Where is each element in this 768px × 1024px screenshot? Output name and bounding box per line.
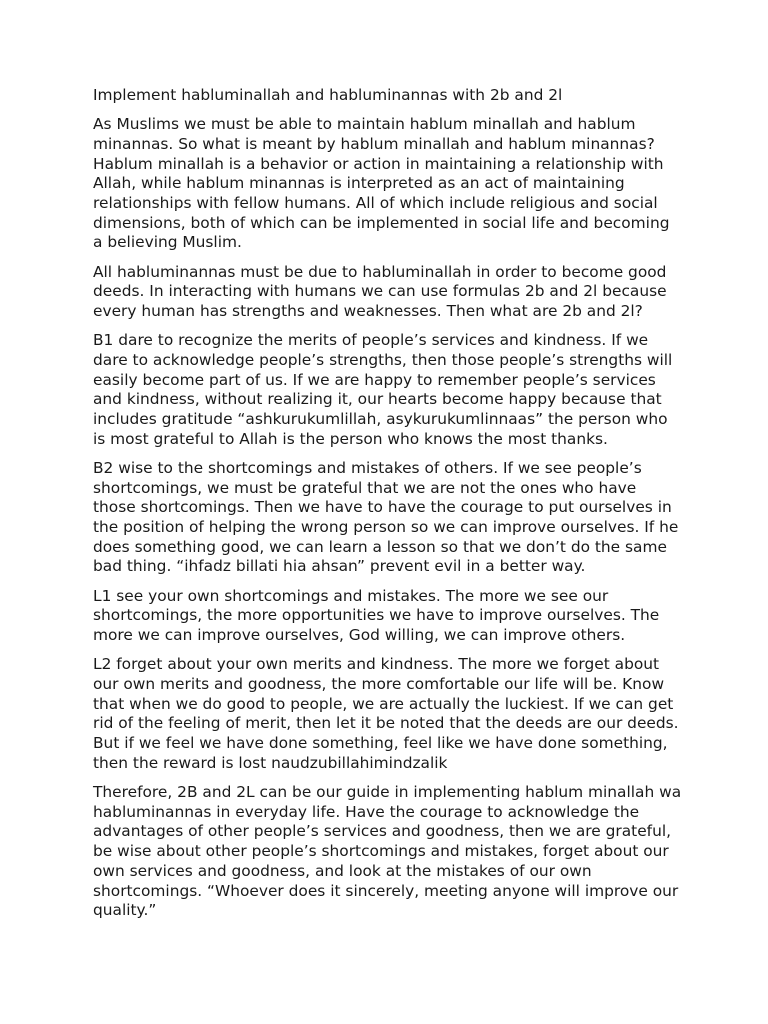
paragraph-formula: All habluminannas must be due to habluminallah in order to become good deeds. In interacting with humans we can use formulas 2b and 2l because every human has strengths and weaknesses. Then what are 2b and 2l? xyxy=(93,262,667,321)
paragraph-b2: B2 wise to the shortcomings and mistakes of others. If we see people’s shortcomings, we must be grateful that we are not the ones who have those shortcomings. Then we have to have the courage to put ourselves in the position of helping the wrong person so we can improve ourselves. If he does something good, we can learn a lesson so that we don’t do the same bad thing. “ihfadz billati hia ahsan” prevent evil in a better way. xyxy=(93,458,679,576)
paragraph-conclusion: Therefore, 2B and 2L can be our guide in implementing hablum minallah wa habluminannas in everyday life. Have the courage to acknowledge the advantages of other people’s services and goodness, then we are grateful, be wise about other people’s shortcomings and mistakes, forget about our own services and goodness, and look at the mistakes of our own shortcomings. “Whoever does it sincerely, meeting anyone will improve our quality.” xyxy=(93,783,682,920)
paragraph-l1: L1 see your own shortcomings and mistakes. The more we see our shortcomings, the more opportunities we have to improve ourselves. The more we can improve ourselves, God willing, we can improve others. xyxy=(93,586,660,645)
paragraph-b1: B1 dare to recognize the merits of people’s services and kindness. If we dare to acknowledge people’s strengths, then those people’s strengths will easily become part of us. If we are happy to remember people’s services and kindness, without realizing it, our hearts become happy because that includes gratitude “ashkurukumlillah, asykurukumlinnaas” the person who is most grateful to Allah is the person who knows the most thanks. xyxy=(93,331,673,448)
paragraph-l2: L2 forget about your own merits and kindness. The more we forget about our own merits and goodness, the more comfortable our life will be. Know that when we do good to people, we are actually the luckiest. If we can get rid of the feeling of merit, then let it be noted that the deeds are our deeds. But if we feel we have done something, feel like we have done something, then the reward is lost naudzubillahimindzalik xyxy=(93,655,679,772)
paragraph-intro: As Muslims we must be able to maintain hablum minallah and hablum minannas. So what is meant by hablum minallah and hablum minannas? Hablum minallah is a behavior or action in maintaining a relationship with Allah, while hablum minannas is interpreted as an act of maintaining relationships with fellow humans. All of which include religious and social dimensions, both of which can be implemented in social life and becoming a believing Muslim. xyxy=(93,115,670,252)
document-page xyxy=(93,86,683,930)
document-title: Implement habluminallah and habluminannas with 2b and 2l xyxy=(93,86,563,104)
